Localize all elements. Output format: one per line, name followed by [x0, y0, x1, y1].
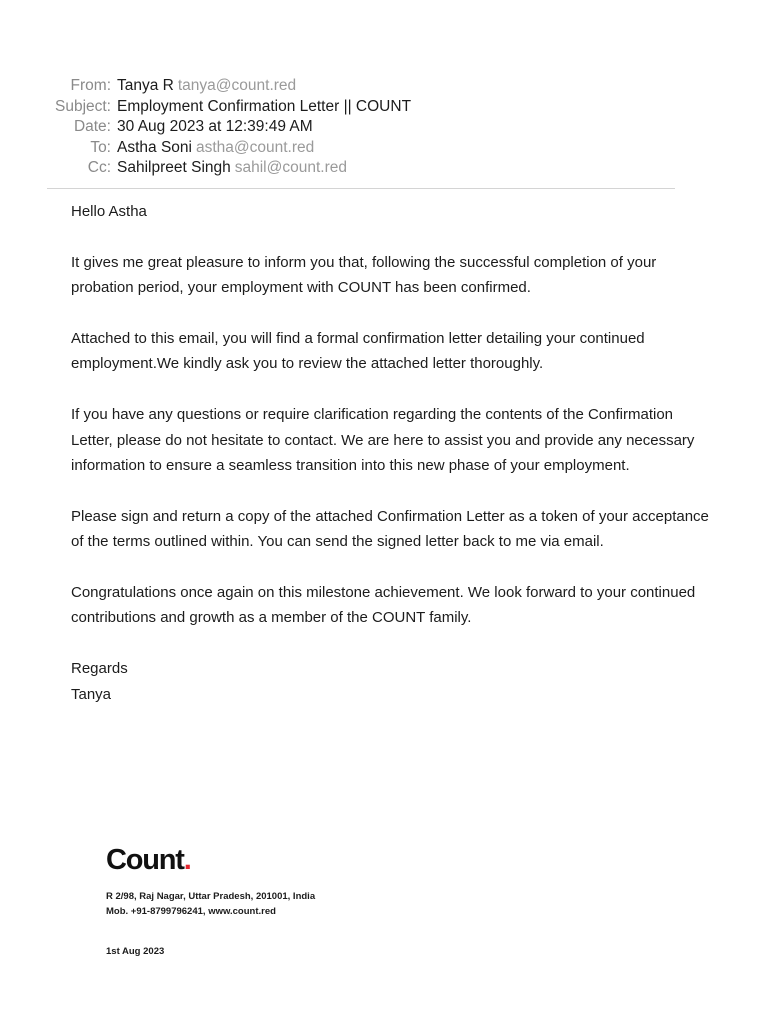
- logo-wordmark: [106, 842, 191, 878]
- company-logo: [106, 842, 191, 878]
- sender-email[interactable]: tanya@count.red: [177, 77, 297, 94]
- date-text: 30 Aug 2023 at 12:39:49 AM: [117, 118, 313, 136]
- recipient-email[interactable]: astha@count.red: [195, 138, 315, 156]
- to-row: [0, 138, 768, 159]
- from-row: [0, 76, 768, 97]
- logo-dot: .: [183, 844, 191, 876]
- body-paragraph: If you have any questions or require clarification regarding the contents of the Confirmation Letter, please do not hesitate to contact. We are here to assist you and provide any necessary information to ensure a seamless transition into this new phase of your employment.: [71, 406, 695, 475]
- header-divider: [47, 188, 675, 189]
- subject-row: [0, 97, 768, 118]
- cc-label: Cc:: [87, 159, 111, 177]
- subject-text: Employment Confirmation Letter || COUNT: [117, 97, 412, 115]
- cc-email[interactable]: sahil@count.red: [234, 159, 347, 177]
- to-label: To:: [90, 138, 111, 156]
- body-paragraph: It gives me great pleasure to inform you that, following the successful completion of your probation period, your employment with COUNT has been confirmed.: [71, 253, 657, 297]
- greeting: Hello Astha: [71, 203, 147, 220]
- closing: Regards: [71, 660, 128, 678]
- body-paragraph: Congratulations once again on this milestone achievement. We look forward to your continued contributions and growth as a member of the COUNT family.: [71, 584, 696, 627]
- recipient-name: Astha Soni: [117, 138, 192, 156]
- subject-label: Subject:: [54, 97, 111, 115]
- body-paragraph: Please sign and return a copy of the attached Confirmation Letter as a token of your acceptance of the terms outlined within. You can send the signed letter back to me via email.: [71, 507, 709, 551]
- letterhead-address: R 2/98, Raj Nagar, Uttar Pradesh, 201001, India: [106, 891, 316, 902]
- from-label: From:: [70, 77, 111, 94]
- cc-name: Sahilpreet Singh: [117, 159, 231, 177]
- email-body: [71, 199, 711, 707]
- letterhead-address-block: [106, 889, 315, 919]
- signature: Tanya: [71, 685, 112, 703]
- email-header: [0, 76, 768, 179]
- cc-row: [0, 158, 768, 179]
- body-paragraph: Attached to this email, you will find a formal confirmation letter detailing your continued employment.We kindly ask you to review the attached letter thoroughly.: [71, 330, 645, 373]
- date-row: [0, 117, 768, 138]
- date-label: Date:: [73, 118, 111, 136]
- sender-name: Tanya R: [117, 77, 174, 94]
- logo-text: Count: [106, 844, 184, 876]
- letterhead-contact: Mob. +91-8799796241, www.count.red: [106, 906, 276, 917]
- letter-date: 1st Aug 2023: [106, 946, 165, 957]
